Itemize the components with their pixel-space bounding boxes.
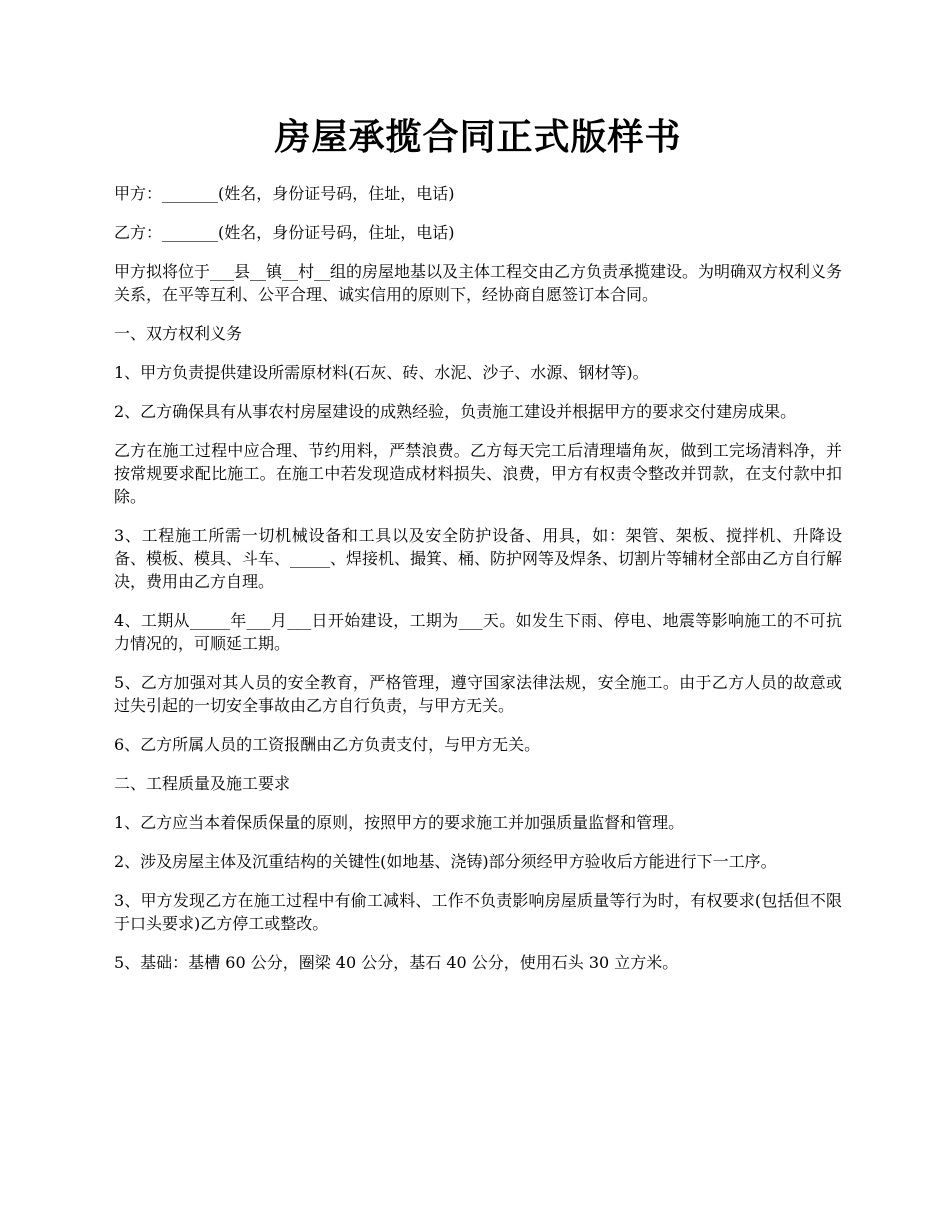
clause-2-1: 1、乙方应当本着保质保量的原则，按照甲方的要求施工并加强质量监督和管理。 — [114, 813, 685, 832]
clause-2-3: 3、甲方发现乙方在施工过程中有偷工减料、工作不负责影响房屋质量等行为时，有权要求(包括但不限于口头要求)乙方停工或整改。 — [114, 891, 842, 933]
clause-1-1: 1、甲方负责提供建设所需原材料(石灰、砖、水泥、沙子、水源、钢材等)。 — [114, 363, 649, 382]
section-heading-quality: 二、工程质量及施工要求 — [114, 774, 291, 793]
clause-1-2: 2、乙方确保具有从事农村房屋建设的成熟经验，负责施工建设并根据甲方的要求交付建房成果。 — [114, 402, 797, 421]
clause-1-6: 6、乙方所属人员的工资报酬由乙方负责支付，与甲方无关。 — [114, 735, 541, 754]
document-page — [114, 112, 842, 990]
party-b-line: 乙方：_______(姓名，身份证号码，住址，电话) — [114, 223, 455, 242]
clause-1-5: 5、乙方加强对其人员的安全教育，严格管理，遵守国家法律法规，安全施工。由于乙方人员的故意或过失引起的一切安全事故由乙方自行负责，与甲方无关。 — [114, 673, 842, 715]
document-title: 房屋承揽合同正式版样书 — [274, 116, 682, 158]
party-a-line: 甲方：_______(姓名，身份证号码，住址，电话) — [114, 184, 455, 203]
clause-2-2: 2、涉及房屋主体及沉重结构的关键性(如地基、浇铸)部分须经甲方验收后方能进行下一工序。 — [114, 852, 777, 871]
clause-2-5: 5、基础：基槽 60 公分，圈梁 40 公分，基石 40 公分，使用石头 30 立方米。 — [114, 953, 679, 972]
clause-1-3: 3、工程施工所需一切机械设备和工具以及安全防护设备、用具，如：架管、架板、搅拌机、升降设备、模板、模具、斗车、_____、焊接机、撮箕、桶、防护网等及焊条、切割片等辅材全部由乙方自行解决，费用由乙方自理。 — [114, 526, 843, 591]
preamble-paragraph: 甲方拟将位于___县__镇__村__组的房屋地基以及主体工程交由乙方负责承揽建设。为明确双方权利义务关系，在平等互利、公平合理、诚实信用的原则下，经协商自愿签订本合同。 — [114, 262, 843, 304]
clause-1-4: 4、工期从_____年___月___日开始建设，工期为___天。如发生下雨、停电、地震等影响施工的不可抗力情况的，可顺延工期。 — [114, 611, 842, 653]
section-heading-rights: 一、双方权利义务 — [114, 324, 243, 343]
clause-1-2-detail: 乙方在施工过程中应合理、节约用料，严禁浪费。乙方每天完工后清理墙角灰，做到工完场清料净，并按常规要求配比施工。在施工中若发现造成材料损失、浪费，甲方有权责令整改并罚款，在支付款中扣除。 — [114, 441, 842, 506]
